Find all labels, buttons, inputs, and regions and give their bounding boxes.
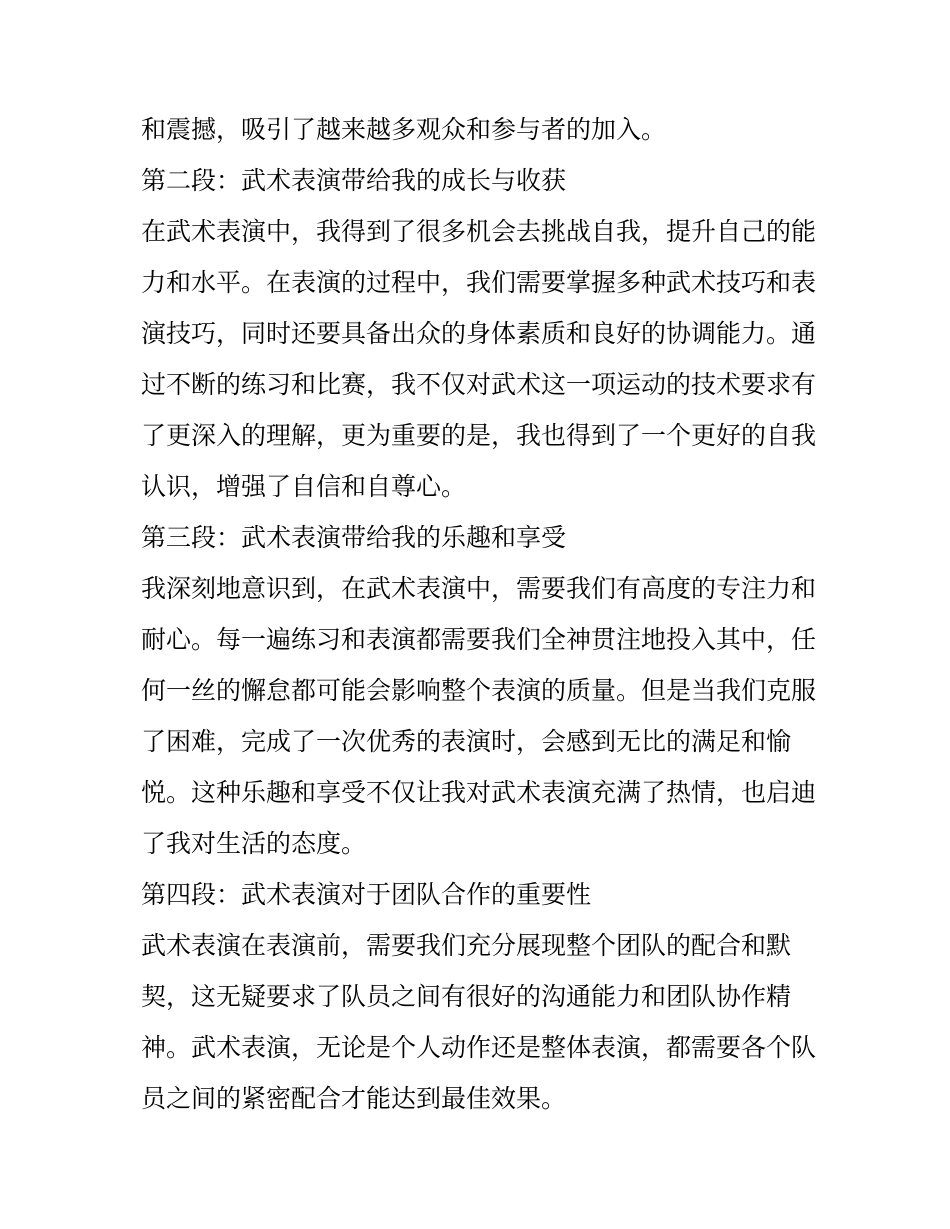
text-line: 在武术表演中，我得到了很多机会去挑战自我，提升自己的能 xyxy=(141,217,817,246)
section-heading: 第四段：武术表演对于团队合作的重要性 xyxy=(141,880,592,909)
text-line: 演技巧，同时还要具备出众的身体素质和良好的协调能力。通 xyxy=(141,319,817,348)
text-line: 耐心。每一遍练习和表演都需要我们全神贯注地投入其中，任 xyxy=(141,625,817,654)
text-line: 了我对生活的态度。 xyxy=(141,829,367,858)
text-line: 认识，增强了自信和自尊心。 xyxy=(141,472,467,501)
text-line: 员之间的紧密配合才能达到最佳效果。 xyxy=(141,1084,567,1113)
text-line: 过不断的练习和比赛，我不仅对武术这一项运动的技术要求有 xyxy=(141,370,817,399)
text-line: 我深刻地意识到，在武术表演中，需要我们有高度的专注力和 xyxy=(141,574,817,603)
section-heading: 第二段：武术表演带给我的成长与收获 xyxy=(141,166,567,195)
text-line: 武术表演在表演前，需要我们充分展现整个团队的配合和默 xyxy=(141,931,792,960)
text-line: 契，这无疑要求了队员之间有很好的沟通能力和团队协作精 xyxy=(141,982,792,1011)
text-line: 了更深入的理解，更为重要的是，我也得到了一个更好的自我 xyxy=(141,421,817,450)
text-line: 力和水平。在表演的过程中，我们需要掌握多种武术技巧和表 xyxy=(141,268,817,297)
text-line: 了困难，完成了一次优秀的表演时，会感到无比的满足和愉 xyxy=(141,727,792,756)
text-line: 神。武术表演，无论是个人动作还是整体表演，都需要各个队 xyxy=(141,1033,817,1062)
text-line: 和震撼，吸引了越来越多观众和参与者的加入。 xyxy=(141,115,667,144)
section-heading: 第三段：武术表演带给我的乐趣和享受 xyxy=(141,523,567,552)
text-line: 何一丝的懈怠都可能会影响整个表演的质量。但是当我们克服 xyxy=(141,676,817,705)
text-line: 悦。这种乐趣和享受不仅让我对武术表演充满了热情，也启迪 xyxy=(141,778,817,807)
